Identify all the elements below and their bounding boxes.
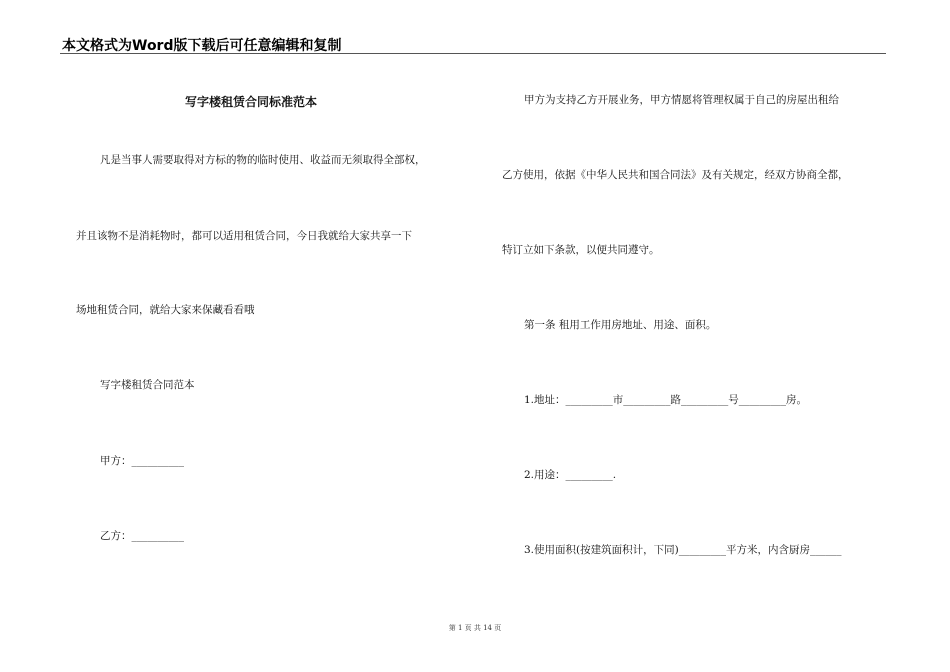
document-title: 写字楼租赁合同标准范本 <box>185 95 318 109</box>
address-field: 1.地址：_________市_________路_________号_________房。 <box>524 394 808 406</box>
party-a-field: 甲方：__________ <box>100 455 184 467</box>
area-field: 3.使用面积(按建筑面积计，下同)_________平方米，内含厨房______ <box>524 544 842 556</box>
right-column <box>475 0 950 672</box>
paragraph-line: 甲方为支持乙方开展业务，甲方情愿将管理权属于自己的房屋出租给 <box>524 94 839 106</box>
paragraph-line: 场地租赁合同，就给大家来保藏看看哦 <box>76 304 255 316</box>
document-banner: 本文格式为Word版下载后可任意编辑和复制 <box>62 38 342 54</box>
page-number: 第 1 页 共 14 页 <box>448 624 502 632</box>
paragraph-line: 特订立如下条款，以便共同遵守。 <box>502 244 660 256</box>
article-heading: 第一条 租用工作用房地址、用途、面积。 <box>524 319 717 331</box>
paragraph-line: 并且该物不是消耗物时，都可以适用租赁合同，今日我就给大家共享一下 <box>76 230 412 242</box>
paragraph-line: 乙方使用，依据《中华人民共和国合同法》及有关规定，经双方协商全都， <box>502 169 849 181</box>
party-b-field: 乙方：__________ <box>100 530 184 542</box>
section-heading: 写字楼租赁合同范本 <box>100 379 195 391</box>
paragraph-line: 凡是当事人需要取得对方标的物的临时使用、收益而无须取得全部权， <box>100 154 426 166</box>
purpose-field: 2.用途：_________. <box>524 469 617 481</box>
